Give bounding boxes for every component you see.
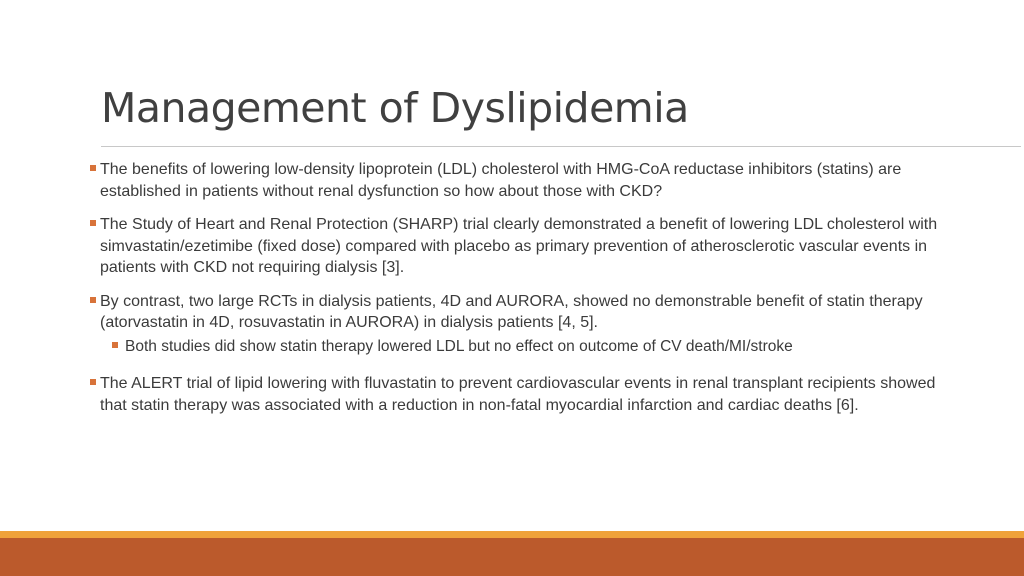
slide-title: Management of Dyslipidemia xyxy=(101,84,689,132)
footer-accent-line xyxy=(0,531,1024,538)
bullet-item xyxy=(89,373,949,416)
bullet-item xyxy=(89,291,949,334)
bullet-text: The ALERT trial of lipid lowering with fluvastatin to prevent cardiovascular events in renal transplant recipients showed that statin therapy was associated with a reduction in non-fatal myocardial infarction and cardiac deaths [6]. xyxy=(100,375,936,414)
bullet-item xyxy=(89,159,949,202)
bullet-item xyxy=(89,214,949,279)
bullet-list xyxy=(89,159,949,428)
bullet-text: The benefits of lowering low-density lipoprotein (LDL) cholesterol with HMG-CoA reductase inhibitors (statins) are established in patients without renal dysfunction so how about those with CKD? xyxy=(100,161,902,200)
square-bullet-icon xyxy=(90,220,96,226)
square-bullet-icon xyxy=(112,342,118,348)
square-bullet-icon xyxy=(90,379,96,385)
bullet-text: The Study of Heart and Renal Protection (SHARP) trial clearly demonstrated a benefit of lowering LDL cholesterol with simvastatin/ezetimibe (fixed dose) compared with placebo as primary prevention of atherosclerotic vascular events in patients with CKD not requiring dialysis [3]. xyxy=(100,216,938,276)
sub-bullet-text: Both studies did show statin therapy lowered LDL but no effect on outcome of CV death/MI/stroke xyxy=(125,337,793,355)
title-divider xyxy=(101,146,1021,147)
square-bullet-icon xyxy=(90,297,96,303)
sub-bullet-item xyxy=(111,336,949,358)
bullet-text: By contrast, two large RCTs in dialysis patients, 4D and AURORA, showed no demonstrable benefit of statin therapy (atorvastatin in 4D, rosuvastatin in AURORA) in dialysis patients [4, 5]. xyxy=(100,292,923,331)
square-bullet-icon xyxy=(90,165,96,171)
footer-bar xyxy=(0,538,1024,576)
